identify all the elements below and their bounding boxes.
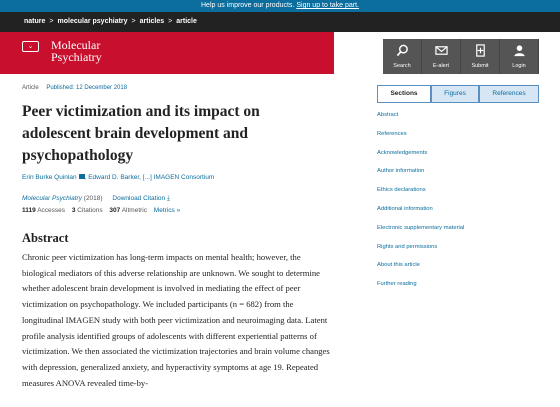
article-title: Peer victimization and its impact on adolescent brain development and psychopathology — [22, 103, 260, 164]
mail-icon — [435, 44, 448, 57]
user-icon — [513, 44, 526, 57]
sidebar-tabs — [377, 85, 539, 103]
citations-count: 3 — [71, 207, 76, 214]
feedback-banner — [0, 0, 560, 12]
breadcrumb-item-article: article — [176, 18, 197, 25]
author-link[interactable]: IMAGEN Consortium — [153, 174, 215, 181]
download-citation-link[interactable] — [112, 195, 169, 202]
toc-item-acknowledgements[interactable]: Acknowledgements — [377, 149, 428, 156]
chevron-down-icon[interactable]: ⌄ — [22, 41, 39, 52]
breadcrumb-separator: > — [49, 18, 54, 25]
accesses-count: 1119 — [22, 207, 36, 214]
toolbar — [383, 39, 539, 74]
tab-sections[interactable]: Sections — [377, 85, 431, 103]
breadcrumb-separator: > — [168, 18, 173, 25]
toc-item-references[interactable]: References — [377, 130, 407, 137]
journal-year: (2018) — [83, 195, 103, 202]
breadcrumb-item-articles[interactable]: articles — [139, 18, 165, 25]
search-icon — [396, 44, 409, 57]
feedback-link[interactable]: Sign up to take part. — [296, 2, 359, 9]
metrics-link[interactable] — [154, 207, 180, 214]
section-nav — [377, 112, 464, 300]
show-more-authors[interactable]: [...] — [142, 174, 152, 181]
mail-icon[interactable] — [79, 174, 85, 179]
accesses-label: Accesses — [37, 207, 66, 214]
toc-item-author-information[interactable]: Author information — [377, 168, 425, 175]
toc-item-rights-and-permissions[interactable]: Rights and permissions — [377, 243, 438, 250]
download-icon: ⤓ — [166, 195, 170, 202]
article-metrics — [22, 207, 180, 214]
published-date: Published: 12 December 2018 — [46, 85, 128, 91]
feedback-text: Help us improve our products. — [201, 2, 295, 9]
tab-references[interactable]: References — [479, 85, 539, 103]
divider — [377, 102, 539, 103]
submit-button[interactable] — [461, 39, 500, 74]
chevron-right-icon: » — [176, 207, 181, 214]
citation-line — [22, 195, 170, 203]
toc-item-further-reading[interactable]: Further reading — [377, 281, 417, 288]
breadcrumb-item-journal[interactable]: molecular psychiatry — [57, 18, 128, 25]
login-label: Login — [512, 63, 526, 69]
journal-header — [0, 32, 334, 74]
toc-item-about-this-article[interactable]: About this article — [377, 262, 420, 269]
submit-icon — [474, 44, 487, 57]
login-button[interactable] — [500, 39, 539, 74]
altmetric-label: Altmetric — [121, 207, 147, 214]
breadcrumb-item-nature[interactable]: nature — [24, 18, 46, 25]
toc-item-abstract[interactable]: Abstract — [377, 112, 399, 118]
search-label: Search — [393, 63, 411, 69]
e-alert-label: E-alert — [432, 63, 450, 69]
citations-label: Citations — [77, 207, 103, 214]
tab-figures[interactable]: Figures — [431, 85, 479, 103]
abstract-heading: Abstract — [22, 231, 69, 245]
metrics-link-label: Metrics — [153, 207, 175, 214]
article-type: Article — [22, 85, 39, 91]
journal-name[interactable]: Molecular Psychiatry — [22, 195, 82, 202]
toc-item-ethics-declarations[interactable]: Ethics declarations — [377, 187, 426, 194]
journal-logo-line2: Psychiatry — [51, 50, 102, 64]
article-meta — [22, 85, 127, 91]
journal-logo-line1: Molecular — [51, 38, 101, 52]
breadcrumb — [0, 12, 560, 32]
breadcrumb-separator: > — [131, 18, 136, 25]
author-list: Erin Burke Quinlan , Edward D. Barker, [...] IMAGEN Consortium — [22, 174, 215, 181]
altmetric-score: 307 — [109, 207, 121, 214]
abstract-text: Chronic peer victimization has long-term impacts on mental health; however, the biological mediators of this adverse relationship are unknown. We sought to determine whether adolescent brain development is involved in mediating the effect of peer victimization on psychopathology. We included participants (n = 682) from the longitudinal IMAGEN study with both peer victimization and neuroimaging data. Latent profile analysis identified groups of adolescents with different experiential patterns of victimization. We then associated the victimization trajectories and brain volume changes with depression, generalized anxiety, and hyperactivity symptoms at age 19. Repeated measures ANOVA revealed time-by- — [22, 252, 330, 388]
toc-item-additional-information[interactable]: Additional information — [377, 205, 433, 212]
journal-logo[interactable] — [51, 39, 102, 63]
download-citation-label: Download Citation — [112, 195, 166, 202]
search-button[interactable] — [383, 39, 422, 74]
author-link[interactable]: Edward D. Barker, — [88, 174, 141, 181]
submit-label: Submit — [471, 63, 489, 69]
toc-item-supplementary-material[interactable]: Electronic supplementary material — [377, 224, 465, 231]
author-link[interactable]: Erin Burke Quinlan — [22, 174, 77, 181]
e-alert-button[interactable] — [422, 39, 461, 74]
